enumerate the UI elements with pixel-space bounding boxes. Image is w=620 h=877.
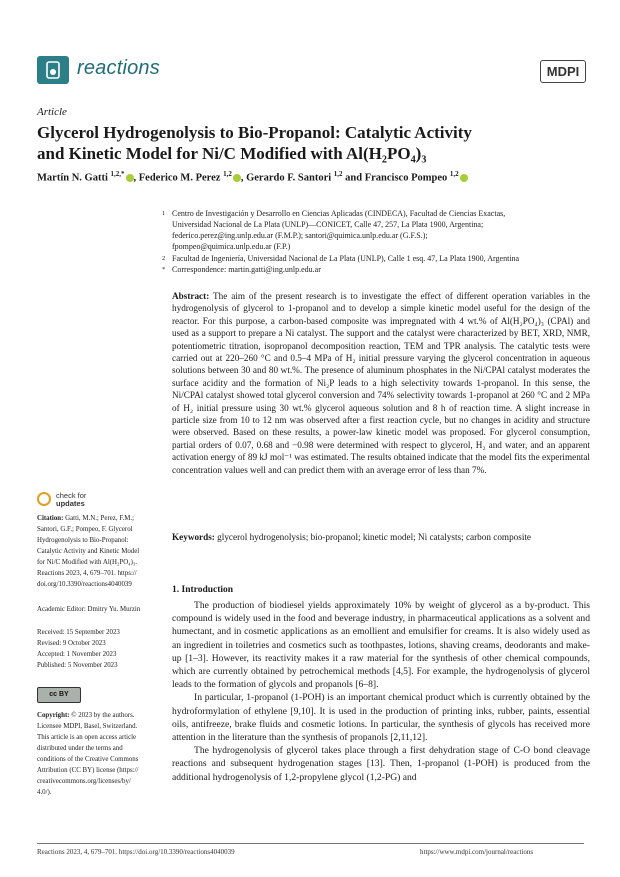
affiliation-email-line[interactable]: fpompeo@quimica.unlp.edu.ar (F.P.): [172, 242, 291, 251]
journal-logo-icon: [37, 56, 69, 84]
orcid-icon[interactable]: [126, 174, 134, 182]
orcid-icon[interactable]: [460, 174, 468, 182]
footer-divider: [37, 843, 584, 844]
affiliation-2: [162, 253, 582, 264]
intro-paragraph: In particular, 1-propanol (1-POH) is an important chemical product which is currently obtained by the hydroformylation of ethylene [9,10]. It is used in the production of printing inks, rubber, paints, essential oils, antifreeze, brake fluids and cosmetic lotions. In particular, the synthesis of glycols has received more attention in the literature than the synthesis of propanols [2,11,12].: [172, 692, 590, 744]
article-type: Article: [37, 106, 67, 118]
keywords: [172, 531, 590, 543]
date-accepted: Accepted: 1 November 2023: [37, 651, 117, 658]
journal-name: reactions: [77, 57, 160, 79]
license-link[interactable]: creativecommons.org/licenses/by/: [37, 778, 131, 785]
citation-line: Catalytic Activity and Kinetic Model: [37, 548, 140, 555]
affiliation-email-line[interactable]: federico.perez@ing.unlp.edu.ar (F.M.P.); santori@quimica.unlp.edu.ar (G.F.S.);: [172, 231, 428, 240]
abstract-label: Abstract:: [172, 291, 210, 301]
dates-block: [37, 627, 157, 671]
citation-line: for Ni/C Modified with Al(H₂PO₄)₃.: [37, 559, 138, 566]
check-updates-icon: [37, 492, 51, 506]
citation-label: Citation:: [37, 515, 64, 522]
affiliation-line: Facultad de Ingeniería, Universidad Nacional de La Plata (UNLP), Calle 1 esq. 47, La Plata 1900, Argentina: [172, 254, 520, 263]
correspondence: [162, 264, 582, 275]
date-published: Published: 5 November 2023: [37, 662, 118, 669]
author-name[interactable]: Martín N. Gatti: [37, 172, 108, 184]
section-heading-introduction: 1. Introduction: [172, 585, 234, 595]
abstract-text: The aim of the present research is to investigate the effect of different operation variables in the hydrogenolysis of glycerol to 1-propanol and to develop a simple kinetic model useful for the design of the reactor. For this purpose, a carbon-based composite was impregnated with 4 wt.% of Al(H₂PO₄)₃ (CPAl) and used as a support to prepare a Ni catalyst. The support and the catalyst were characterized by BET, XRD, NMR, potentiometric titration, isopropanol decomposition reaction, TEM and TPR analysis. The catalytic tests were carried out at 220–260 °C and 0.5–4 MPa of H₂ initial pressure varying the glycerol concentration in aqueous solutions between 30 and 80 wt.%. The presence of aluminum phosphates in the Ni/CPAl catalyst moderates the surface acidity and the formation of Ni₂P leads to a high selectivity towards 1-propanol. In this sense, the Ni/CPAl catalyst showed total glycerol conversion and 74% selectivity towards 1-propanol at 260 °C and 2 MPa of H₂ initial pressure using 30 wt.% glycerol aqueous solution and 8 h of reaction time. A slight increase in particle size from 10 to 12 nm was observed after a first reaction cycle, but no changes in acidity and structure were observed. Based on these results, a power-law kinetic model was proposed. For glycerol consumption, partial orders of 0.07, 0.68 and −0.98 were determined with respect to glycerol, H₂ and water, and an apparent activation energy of 89 kJ mol⁻¹ was estimated. The results obtained indicate that the model fits the experimental concentration values well and can predict them with an average error of less than 7%.: [172, 291, 590, 475]
correspondence-email[interactable]: Correspondence: martin.gatti@ing.unlp.edu.ar: [172, 265, 321, 274]
author-affiliation-sup: 1,2: [223, 170, 232, 178]
copyright-line: distributed under the terms and: [37, 745, 123, 752]
author-separator: and: [345, 172, 363, 184]
affiliation-line: Centro de Investigación y Desarrollo en Ciencias Aplicadas (CINDECA), Facultad de Ciencias Exactas,: [172, 209, 506, 218]
academic-editor: Academic Editor: Dmitry Yu. Murzin: [37, 606, 141, 613]
page-title: [37, 122, 597, 164]
orcid-icon[interactable]: [233, 174, 241, 182]
copyright-line: © 2023 by the authors.: [69, 712, 135, 719]
title-line-2: and Kinetic Model for Ni/C Modified with Al(H₂PO₄)₃: [37, 144, 427, 163]
abstract: [172, 290, 590, 476]
affiliation-number: 2: [162, 255, 166, 262]
affiliation-number: 1: [162, 210, 166, 217]
copyright-line: 4.0/).: [37, 789, 52, 796]
author-separator: ,: [240, 172, 244, 184]
author-name[interactable]: Federico M. Perez: [138, 172, 221, 184]
cc-by-license-icon[interactable]: cc BY: [37, 687, 81, 703]
affiliation-line: Universidad Nacional de La Plata (UNLP)—CONICET, Calle 47, 257, La Plata 1900, Argentina;: [172, 220, 484, 229]
author-affiliation-sup: 1,2: [449, 170, 459, 178]
author-name[interactable]: Gerardo F. Santori: [246, 172, 332, 184]
affiliation-1: [162, 208, 582, 252]
author-affiliation-sup: 1,2,*: [110, 170, 125, 178]
copyright-block: [37, 710, 157, 798]
author-separator: ,: [133, 172, 137, 184]
keywords-label: Keywords:: [172, 532, 215, 542]
citation-line: Gatti, M.N.; Perez, F.M.;: [63, 515, 135, 522]
citation-block: [37, 513, 157, 590]
copyright-line: Licensee MDPI, Basel, Switzerland.: [37, 723, 138, 730]
publisher-logo: MDPI: [540, 60, 586, 83]
citation-line: Reactions 2023, 4, 679–701. https://: [37, 570, 137, 577]
check-updates-line2: updates: [56, 499, 85, 508]
introduction-body: [172, 599, 590, 784]
citation-doi-link[interactable]: doi.org/10.3390/reactions4040039: [37, 581, 132, 588]
check-updates-line1: check for: [56, 491, 87, 500]
keywords-text: glycerol hydrogenolysis; bio-propanol; kinetic model; Ni catalysts; carbon composite: [217, 532, 532, 542]
author-name[interactable]: Francisco Pompeo: [364, 172, 448, 184]
affiliation-number: *: [162, 266, 166, 273]
date-received: Received: 15 September 2023: [37, 629, 120, 636]
footer-citation[interactable]: Reactions 2023, 4, 679–701. https://doi.org/10.3390/reactions4040039: [37, 848, 235, 856]
title-line-1: Glycerol Hydrogenolysis to Bio-Propanol: Catalytic Activity: [37, 123, 472, 142]
author-list: [37, 170, 468, 184]
copyright-line: This article is an open access article: [37, 734, 137, 741]
copyright-line: conditions of the Creative Commons: [37, 756, 139, 763]
copyright-line: Attribution (CC BY) license (https://: [37, 767, 139, 774]
copyright-label: Copyright:: [37, 712, 70, 719]
date-revised: Revised: 9 October 2023: [37, 640, 106, 647]
footer-journal-link[interactable]: https://www.mdpi.com/journal/reactions: [420, 848, 534, 856]
author-affiliation-sup: 1,2: [333, 170, 343, 178]
citation-line: Santori, G.F.; Pompeo, F. Glycerol: [37, 526, 133, 533]
intro-paragraph: The production of biodiesel yields approximately 10% by weight of glycerol as a by-product. This compound is widely used in the food and beverage industry, in pharmaceutical applications as a solvent and humectant, and in cosmetic applications as an emollient and emulsifier for creams. It is also widely used as an ingredient in toiletries and cosmetics such as toothpastes, lotions, shaving creams, deodorants and make-up [1–3]. However, its reactivity makes it a raw material for the synthesis of other chemical compounds, which are currently obtained by petrochemical methods [4,5]. For example, the hydrogenolysis of glycerol leads to the formation of glycols and propanols [6–8].: [172, 600, 590, 691]
citation-line: Hydrogenolysis to Bio-Propanol:: [37, 537, 129, 544]
intro-paragraph: The hydrogenolysis of glycerol takes place through a first dehydration stage of C-O bond cleavage reactions and subsequent hydrogenation stages [13]. Then, 1-propanol (1-POH) is produced from the additional hydrogenolysis of 1,2-propylene glycol (1,2-PG) and: [172, 745, 590, 783]
